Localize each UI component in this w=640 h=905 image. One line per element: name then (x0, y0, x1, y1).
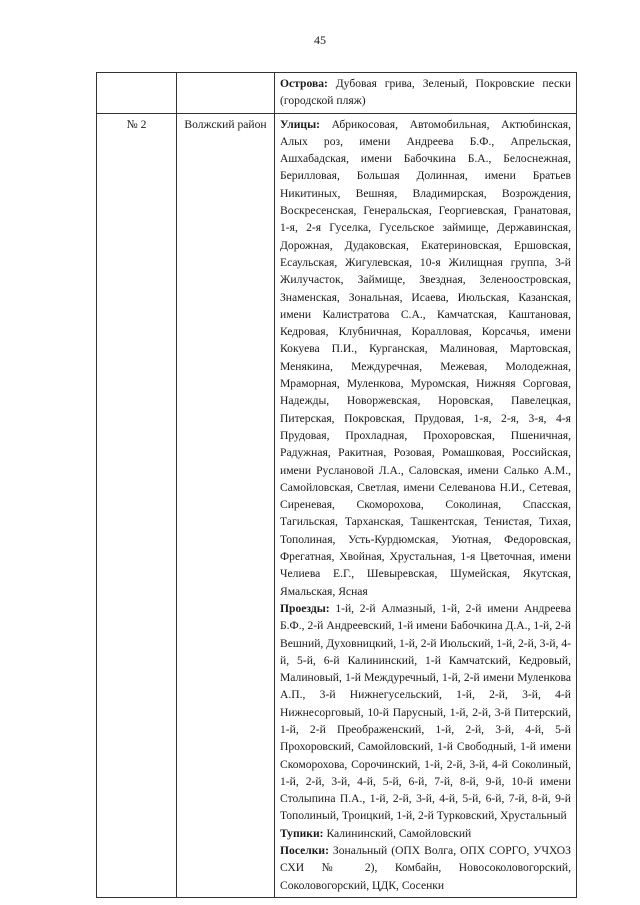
settlements-label: Поселки: (280, 844, 329, 858)
streets-text: Абрикосовая, Автомобильная, Актюбинская, Алых роз, имени Андреева Б.Ф., Апрельская, Ашхабадская, имени Бабочкина Б.А., Белоснежная, Берилловая, Большая Долинная, имени Братьев Никитиных, Вешняя, Владимирская, Возрождения, Воскресенская, Генеральская, Георгиевская, Гранатовая, 1-я, 2-я Гуселка, Гусельское займище, Державинская, Дорожная, Дудаковская, Екатериновская, Ершовская, Есаульская, Жигулевская, 10-я Жилищная группа, 3-й Жилучасток, Займище, Звездная, Зеленоостровская, Знаменская, Зональная, Исаева, Июльская, Казанская, имени Калистратова С.А., Камчатская, Каштановая, Кедровая, Клубничная, Коралловая, Корсачья, имени Кокуева П.И., Курганская, Малиновая, Мартовская, Менякина, Междуречная, Межевая, Молодежная, Мраморная, Муленкова, Муромская, Нижняя Сорговая, Надежды, Новоржевская, Норовская, Павелецкая, Питерская, Покровская, Прудовая, 1-я, 2-я, 3-я, 4-я Прудовая, Прохладная, Прохоровская, Пшеничная, Радужная, Ракитная, Розовая, Ромашковая, Российская, имени Руслановой Л.А., Саловская, имени Салько А.М., Самойловская, Светлая, имени Селеванова Н.И., Сетевая, Сиреневая, Скоморохова, Соколиная, Спасская, Тагильская, Тарханская, Ташкентская, Тенистая, Тихая, Тополиная, Усть-Курдюмская, Уютная, Федоровская, Фрегатная, Хвойная, Хрустальная, 1-я Цветочная, имени Челиева Е.Г., Шевыревская, Шумейская, Якутская, Ямальская, Ясная (280, 117, 571, 598)
district-cell (177, 73, 275, 114)
islands-text: Дубовая грива, Зеленый, Покровские пески (городской пляж) (280, 77, 571, 108)
district-cell: Волжский район (177, 113, 275, 897)
objects-cell (275, 113, 577, 897)
passages-text: 1-й, 2-й Алмазный, 1-й, 2-й имени Андреева Б.Ф., 2-й Андреевский, 1-й имени Бабочкина Д.А., 1-й, 2-й Вешний, Духовницкий, 1-й, 2-й Июльский, 1-й, 2-й, 3-й, 4-й, 5-й, 6-й Калининский, 1-й Камчатский, Кедровый, Малиновый, 1-й Междуречный, 1-й, 2-й имени Муленкова А.П., 3-й Нижнегусельский, 1-й, 2-й, 3-й, 4-й Нижнесорговый, 10-й Парусный, 1-й, 2-й, 3-й Питерский, 1-й, 2-й Преображенский, 1-й, 2-й, 3-й, 4-й, 5-й Прохоровский, Самойловский, 1-й Свободный, 1-й имени Скоморохова, Сорочинский, 1-й, 2-й, 3-й, 4-й Соколиный, 1-й, 2-й, 3-й, 4-й, 5-й, 6-й, 7-й, 8-й, 9-й, 10-й имени Столыпина П.А., 1-й, 2-й, 3-й, 4-й, 5-й, 6-й, 7-й, 8-й, 9-й Тополиный, Троицкий, 1-й, 2-й Турковский, Хрустальный (280, 601, 571, 823)
row-number-cell: № 2 (97, 113, 177, 897)
islands-label: Острова: (280, 77, 328, 90)
settlements-text: Зональный (ОПХ Волга, ОПХ СОРГО, УЧХОЗ СХИ № 2), Комбайн, Новосоколовогорский, Соколовогорский, ЦДК, Сосенки (280, 844, 571, 892)
settlements-paragraph (280, 842, 571, 894)
dead-ends-paragraph (280, 825, 571, 842)
passages-label: Проезды: (280, 601, 330, 615)
row-number-cell (97, 73, 177, 114)
passages-paragraph (280, 600, 571, 825)
streets-label: Улицы: (280, 117, 320, 131)
islands-paragraph (280, 75, 571, 110)
dead-ends-label: Тупики: (280, 826, 324, 840)
page-number: 45 (314, 33, 326, 47)
district-streets-table (96, 72, 577, 898)
table-row (97, 73, 577, 114)
streets-paragraph (280, 116, 571, 600)
dead-ends-text: Калининский, Самойловский (323, 826, 472, 840)
objects-cell (275, 73, 577, 114)
table-row (97, 113, 577, 897)
